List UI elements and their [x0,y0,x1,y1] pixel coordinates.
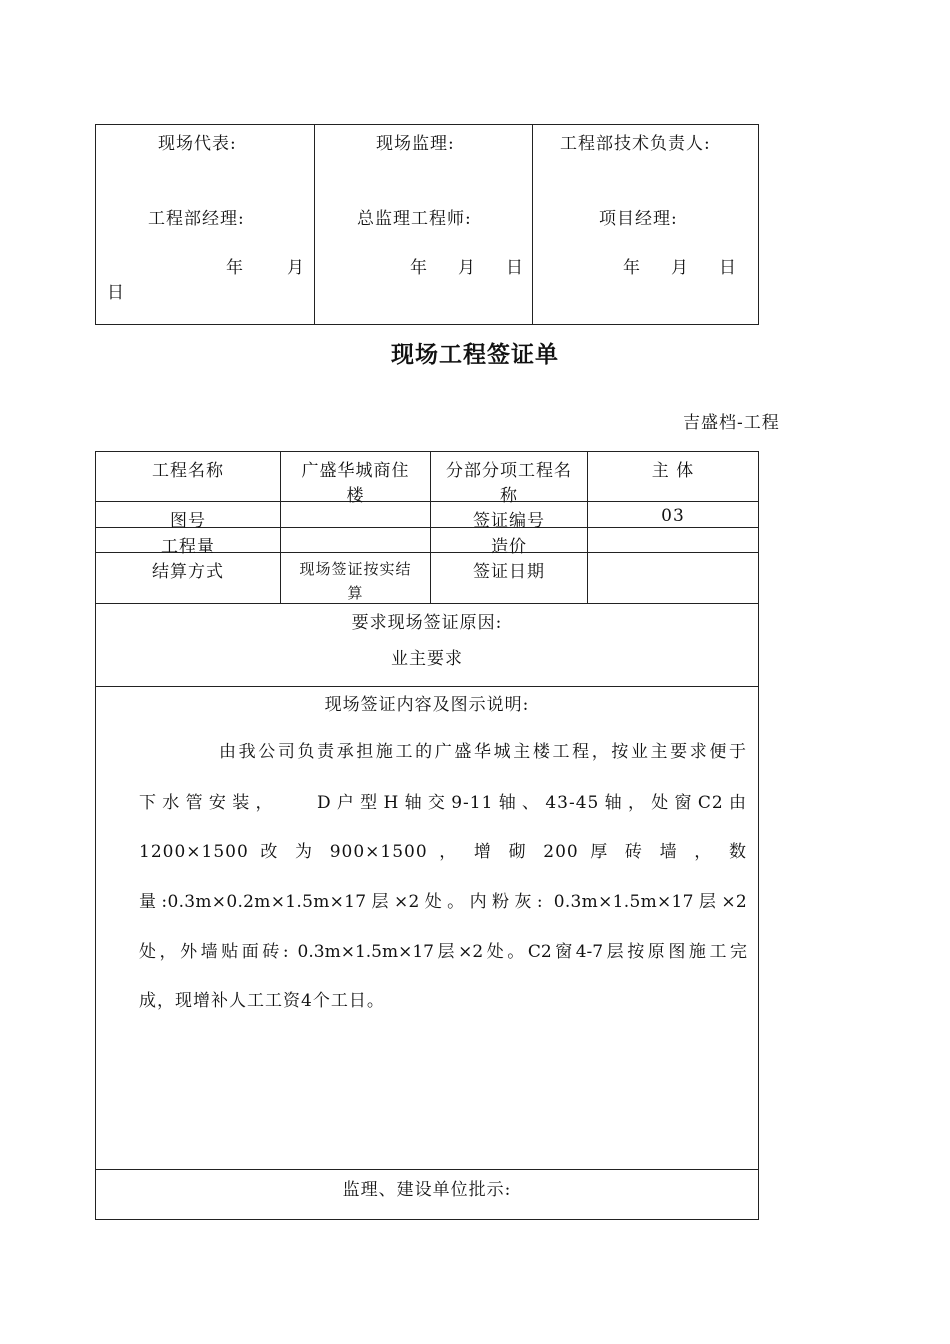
content-line-6: 成，现增补人工工资4个工日。 [139,991,385,1011]
content-line-1: 由我公司负责承担施工的广盛华城主楼工程，按业主要求便于 [219,742,747,762]
site-supervisor-label: 现场监理: [376,134,455,154]
cost-label: 造价 [491,537,527,557]
tech-lead-label: 工程部技术负责人: [560,134,711,154]
project-name-value-line1: 广盛华城商住 [301,461,410,481]
col3-month: 月 [671,258,689,278]
signature-divider-2 [532,124,533,325]
settlement-value-line2: 算 [347,584,364,602]
archive-number: 吉盛档-工程 [683,413,780,433]
col1-year: 年 [226,258,244,278]
row-line-6 [95,1169,759,1170]
col3-year: 年 [623,258,641,278]
col2-day: 日 [506,258,524,278]
project-manager-label: 项目经理: [599,209,678,229]
visa-date-label: 签证日期 [473,562,545,582]
content-line-4: 量:0.3m×0.2m×1.5m×17层×2处。内粉灰: 0.3m×1.5m×17层×2 [139,892,747,912]
settlement-value-line1: 现场签证按实结 [299,560,412,578]
drawing-no-label: 图号 [170,511,206,531]
sub-item-label-line2: 称 [500,486,518,506]
reason-value: 业主要求 [391,649,463,669]
visa-no-label: 签证编号 [473,511,545,531]
col1-day: 日 [107,283,125,303]
row-line-4 [95,603,759,604]
col1-month: 月 [287,258,305,278]
content-line-5: 处，外墙贴面砖: 0.3m×1.5m×17层×2处。C2窗4-7层按原图施工完 [139,942,747,962]
project-name-value-line2: 楼 [346,486,365,506]
signature-divider-1 [314,124,315,325]
visa-no-value: 03 [661,506,685,526]
project-name-label: 工程名称 [152,461,224,481]
quantity-label: 工程量 [161,537,215,557]
col2-month: 月 [458,258,476,278]
sub-item-label-line1: 分部分项工程名 [446,461,572,481]
content-line-3: 1200×1500 改 为 900×1500 ， 增 砌 200 厚 砖 墙 ， 数 [139,842,747,862]
reason-label: 要求现场签证原因: [351,613,503,633]
row-line-5 [95,686,759,687]
engineering-manager-label: 工程部经理: [148,209,245,229]
content-label: 现场签证内容及图示说明: [324,695,530,715]
sub-item-value: 主 体 [651,461,695,481]
col3-day: 日 [719,258,737,278]
site-representative-label: 现场代表: [158,134,237,154]
chief-supervisor-label: 总监理工程师: [357,209,472,229]
page-title: 现场工程签证单 [391,341,559,368]
content-line-2: 下水管安装， D户型H轴交9-11轴、43-45轴，处窗C2由 [139,793,747,813]
approval-label: 监理、建设单位批示: [342,1180,512,1200]
col2-year: 年 [410,258,428,278]
settlement-label: 结算方式 [152,562,224,582]
